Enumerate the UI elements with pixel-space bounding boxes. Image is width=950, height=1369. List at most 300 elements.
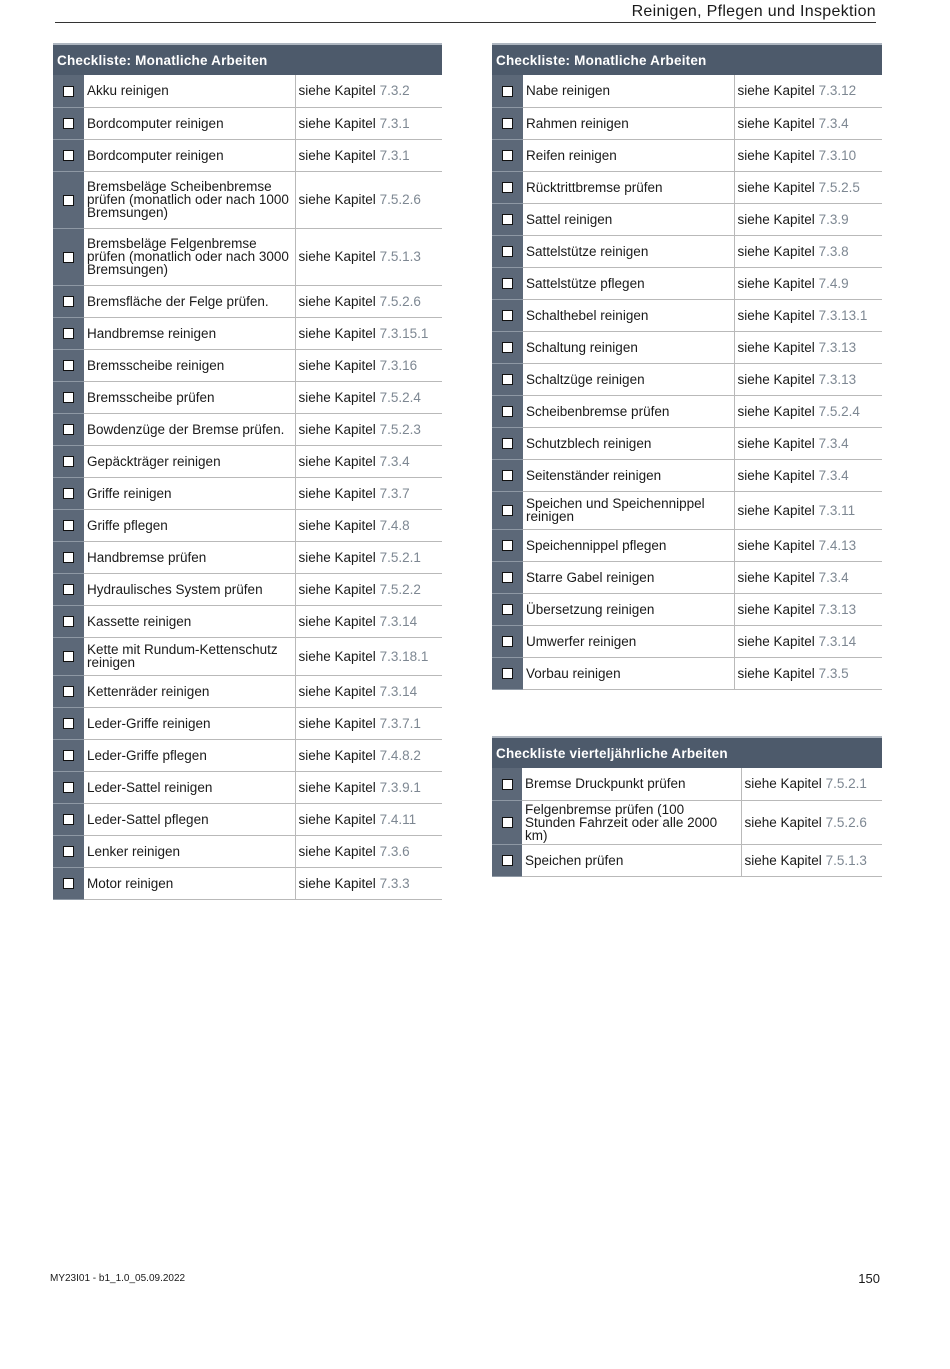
task-label: Kassette reinigen <box>84 605 295 637</box>
chapter-reference <box>295 445 442 477</box>
checkbox-square-icon[interactable] <box>63 424 74 435</box>
chapter-link[interactable]: 7.4.8.2 <box>379 747 421 763</box>
table-row <box>492 171 882 203</box>
chapter-link[interactable]: 7.5.2.4 <box>818 403 860 419</box>
task-label: Griffe pflegen <box>84 509 295 541</box>
checkbox-cell <box>53 739 84 771</box>
task-label: Scheibenbremse prüfen <box>523 395 734 427</box>
chapter-reference <box>295 413 442 445</box>
page-header <box>55 0 876 23</box>
task-label: Bremsfläche der Felge prüfen. <box>84 285 295 317</box>
checkbox-square-icon[interactable] <box>502 374 513 385</box>
checkbox-square-icon[interactable] <box>502 540 513 551</box>
checkbox-cell <box>492 491 523 529</box>
reference-prefix: siehe Kapitel <box>737 403 819 419</box>
chapter-reference <box>295 139 442 171</box>
checkbox-cell <box>492 800 522 844</box>
chapter-reference <box>734 331 882 363</box>
reference-prefix: siehe Kapitel <box>737 211 819 227</box>
table-row <box>492 561 882 593</box>
checkbox-square-icon[interactable] <box>63 782 74 793</box>
reference-prefix: siehe Kapitel <box>298 581 380 597</box>
chapter-reference <box>295 605 442 637</box>
reference-prefix: siehe Kapitel <box>298 875 380 891</box>
checkbox-square-icon[interactable] <box>502 310 513 321</box>
chapter-link[interactable]: 7.3.4 <box>818 467 849 483</box>
checkbox-square-icon[interactable] <box>502 438 513 449</box>
checkbox-cell <box>492 299 523 331</box>
chapter-reference <box>734 235 882 267</box>
chapter-reference <box>295 739 442 771</box>
table-row <box>492 625 882 657</box>
checkbox-cell <box>53 637 84 675</box>
checkbox-square-icon[interactable] <box>502 246 513 257</box>
chapter-reference <box>295 228 442 285</box>
task-label: Kette mit Rundum-Kettenschutz reinigen <box>84 637 295 675</box>
chapter-reference <box>295 707 442 739</box>
table-row <box>492 427 882 459</box>
table-row <box>492 267 882 299</box>
checkbox-square-icon[interactable] <box>63 195 74 206</box>
chapter-link[interactable]: 7.3.4 <box>818 435 849 451</box>
checkbox-cell <box>53 107 84 139</box>
table-row <box>53 637 442 675</box>
reference-prefix: siehe Kapitel <box>744 776 826 792</box>
chapter-link[interactable]: 7.3.15.1 <box>379 325 429 341</box>
task-label: Umwerfer reinigen <box>523 625 734 657</box>
chapter-reference <box>734 299 882 331</box>
checkbox-cell <box>53 771 84 803</box>
chapter-link[interactable]: 7.3.6 <box>379 843 410 859</box>
chapter-reference <box>295 317 442 349</box>
checkbox-cell <box>492 75 523 107</box>
checkbox-cell <box>53 675 84 707</box>
task-label: Gepäckträger reinigen <box>84 445 295 477</box>
checkbox-cell <box>53 835 84 867</box>
reference-prefix: siehe Kapitel <box>737 371 819 387</box>
chapter-link[interactable]: 7.3.13 <box>818 601 857 617</box>
checkbox-cell <box>53 139 84 171</box>
checkbox-square-icon[interactable] <box>63 118 74 129</box>
checkbox-cell <box>492 529 523 561</box>
reference-prefix: siehe Kapitel <box>737 665 819 681</box>
reference-prefix: siehe Kapitel <box>298 192 380 207</box>
chapter-reference <box>295 867 442 899</box>
table-row <box>53 835 442 867</box>
chapter-reference <box>295 171 442 228</box>
task-label: Bremsscheibe reinigen <box>84 349 295 381</box>
table-row <box>53 573 442 605</box>
reference-prefix: siehe Kapitel <box>744 814 826 830</box>
chapter-reference <box>295 675 442 707</box>
reference-prefix: siehe Kapitel <box>298 517 380 533</box>
checkbox-cell <box>53 509 84 541</box>
checkbox-square-icon[interactable] <box>502 668 513 679</box>
chapter-reference <box>734 657 882 689</box>
checkbox-square-icon[interactable] <box>63 86 74 97</box>
reference-prefix: siehe Kapitel <box>298 549 380 565</box>
checkbox-square-icon[interactable] <box>502 182 513 193</box>
reference-prefix: siehe Kapitel <box>737 537 819 553</box>
chapter-reference <box>734 593 882 625</box>
checkbox-square-icon[interactable] <box>63 520 74 531</box>
task-label: Griffe reinigen <box>84 477 295 509</box>
checkbox-cell <box>492 625 523 657</box>
table-row <box>53 867 442 899</box>
chapter-link[interactable]: 7.5.2.2 <box>379 581 421 597</box>
task-label: Hydraulisches System prüfen <box>84 573 295 605</box>
reference-prefix: siehe Kapitel <box>737 569 819 585</box>
chapter-link[interactable]: 7.3.9 <box>818 211 849 227</box>
table-row <box>53 509 442 541</box>
checkbox-square-icon[interactable] <box>502 779 513 790</box>
chapter-reference <box>734 363 882 395</box>
chapter-link[interactable]: 7.5.1.3 <box>379 249 421 264</box>
table-row <box>492 299 882 331</box>
checkbox-cell <box>53 413 84 445</box>
chapter-link[interactable]: 7.5.2.3 <box>379 421 421 437</box>
checkbox-square-icon[interactable] <box>502 342 513 353</box>
chapter-link[interactable]: 7.3.12 <box>818 83 857 99</box>
chapter-reference <box>295 637 442 675</box>
checkbox-square-icon[interactable] <box>63 878 74 889</box>
checkbox-cell <box>53 541 84 573</box>
chapter-link[interactable]: 7.3.8 <box>818 243 849 259</box>
chapter-link[interactable]: 7.5.2.1 <box>379 549 421 565</box>
checkbox-square-icon[interactable] <box>63 252 74 263</box>
reference-prefix: siehe Kapitel <box>298 249 380 264</box>
checkbox-square-icon[interactable] <box>63 814 74 825</box>
chapter-reference <box>734 427 882 459</box>
checklist-quarterly <box>492 736 882 877</box>
checkbox-square-icon[interactable] <box>502 118 513 129</box>
checkbox-cell <box>492 844 522 876</box>
checkbox-square-icon[interactable] <box>63 488 74 499</box>
table-row <box>492 235 882 267</box>
table-row <box>492 395 882 427</box>
chapter-link[interactable]: 7.3.16 <box>379 357 418 373</box>
chapter-link[interactable]: 7.3.1 <box>379 115 410 131</box>
chapter-link[interactable]: 7.3.4 <box>379 453 410 469</box>
table-row <box>492 529 882 561</box>
chapter-reference <box>295 285 442 317</box>
chapter-reference <box>295 803 442 835</box>
document-id: MY23I01 - b1_1.0_05.09.2022 <box>50 1273 186 1284</box>
table-row <box>492 459 882 491</box>
chapter-link[interactable]: 7.3.7 <box>379 485 410 501</box>
chapter-link[interactable]: 7.3.4 <box>818 115 849 131</box>
chapter-reference <box>295 381 442 413</box>
checkbox-square-icon[interactable] <box>502 86 513 97</box>
task-label: Kettenräder reinigen <box>84 675 295 707</box>
checkbox-square-icon[interactable] <box>502 817 513 828</box>
table-row <box>53 228 442 285</box>
chapter-reference <box>295 477 442 509</box>
page-number: 150 <box>858 1271 880 1286</box>
chapter-link[interactable]: 7.3.18.1 <box>379 648 429 664</box>
chapter-link[interactable]: 7.3.4 <box>818 569 849 585</box>
chapter-reference <box>295 771 442 803</box>
chapter-link[interactable]: 7.5.2.4 <box>379 389 421 405</box>
table-row <box>492 844 882 876</box>
task-label: Speichen prüfen <box>522 844 741 876</box>
checkbox-square-icon[interactable] <box>502 505 513 516</box>
checkbox-cell <box>492 235 523 267</box>
chapter-link[interactable]: 7.3.14 <box>379 683 418 699</box>
chapter-link[interactable]: 7.4.11 <box>379 811 417 827</box>
table-row <box>492 75 882 107</box>
chapter-reference <box>734 395 882 427</box>
table-row <box>492 800 882 844</box>
checkbox-square-icon[interactable] <box>63 328 74 339</box>
checkbox-cell <box>492 203 523 235</box>
table-row <box>492 139 882 171</box>
table-row <box>53 317 442 349</box>
table-row <box>53 75 442 107</box>
chapter-link[interactable]: 7.3.13.1 <box>818 307 868 323</box>
table-row <box>492 768 882 800</box>
checkbox-square-icon[interactable] <box>502 604 513 615</box>
task-label: Schutzblech reinigen <box>523 427 734 459</box>
task-label: Handbremse prüfen <box>84 541 295 573</box>
task-label: Bremsbeläge Felgenbremse prüfen (monatlich oder nach 3000 Bremsungen) <box>84 228 295 285</box>
task-label: Schaltzüge reinigen <box>523 363 734 395</box>
checkbox-cell <box>53 605 84 637</box>
checkbox-square-icon[interactable] <box>63 150 74 161</box>
reference-prefix: siehe Kapitel <box>737 307 819 323</box>
chapter-reference <box>295 835 442 867</box>
reference-prefix: siehe Kapitel <box>298 83 380 99</box>
chapter-link[interactable]: 7.3.10 <box>818 147 857 163</box>
chapter-link[interactable]: 7.5.2.1 <box>825 776 867 792</box>
checkbox-cell <box>492 427 523 459</box>
chapter-link[interactable]: 7.5.2.6 <box>379 293 421 309</box>
task-label: Leder-Griffe reinigen <box>84 707 295 739</box>
reference-prefix: siehe Kapitel <box>737 83 819 99</box>
chapter-link[interactable]: 7.3.11 <box>818 502 856 518</box>
task-label: Speichennippel pflegen <box>523 529 734 561</box>
reference-prefix: siehe Kapitel <box>298 715 380 731</box>
task-label: Übersetzung reinigen <box>523 593 734 625</box>
table-row <box>492 107 882 139</box>
checkbox-square-icon[interactable] <box>502 278 513 289</box>
task-label: Handbremse reinigen <box>84 317 295 349</box>
checkbox-square-icon[interactable] <box>63 360 74 371</box>
reference-prefix: siehe Kapitel <box>737 339 819 355</box>
task-label: Speichen und Speichennippel reinigen <box>523 491 734 529</box>
chapter-reference <box>741 800 882 844</box>
checkbox-square-icon[interactable] <box>502 150 513 161</box>
chapter-link[interactable]: 7.5.2.6 <box>825 814 867 830</box>
task-label: Bremsbeläge Scheibenbremse prüfen (monatlich oder nach 1000 Bremsungen) <box>84 171 295 228</box>
checkbox-cell <box>492 107 523 139</box>
chapter-reference <box>295 509 442 541</box>
chapter-link[interactable]: 7.4.13 <box>818 537 857 553</box>
table-row <box>53 171 442 228</box>
checkbox-cell <box>53 477 84 509</box>
checkbox-cell <box>53 171 84 228</box>
checkbox-square-icon[interactable] <box>63 750 74 761</box>
chapter-reference <box>734 107 882 139</box>
reference-prefix: siehe Kapitel <box>737 467 819 483</box>
reference-prefix: siehe Kapitel <box>737 502 819 518</box>
chapter-link[interactable]: 7.3.5 <box>818 665 849 681</box>
table-row <box>492 491 882 529</box>
chapter-link[interactable]: 7.3.13 <box>818 371 857 387</box>
checkbox-square-icon[interactable] <box>502 470 513 481</box>
reference-prefix: siehe Kapitel <box>298 811 380 827</box>
checkbox-cell <box>53 285 84 317</box>
chapter-link[interactable]: 7.5.2.5 <box>818 179 860 195</box>
task-label: Bowdenzüge der Bremse prüfen. <box>84 413 295 445</box>
table-row <box>53 771 442 803</box>
checklist-monthly-left <box>53 43 442 900</box>
reference-prefix: siehe Kapitel <box>298 453 380 469</box>
task-label: Vorbau reinigen <box>523 657 734 689</box>
reference-prefix: siehe Kapitel <box>737 179 819 195</box>
reference-prefix: siehe Kapitel <box>737 243 819 259</box>
reference-prefix: siehe Kapitel <box>737 147 819 163</box>
checkbox-cell <box>492 395 523 427</box>
chapter-reference <box>295 107 442 139</box>
task-label: Schaltung reinigen <box>523 331 734 363</box>
chapter-reference <box>295 573 442 605</box>
checkbox-cell <box>53 381 84 413</box>
chapter-reference <box>734 529 882 561</box>
table-row <box>492 203 882 235</box>
checkbox-square-icon[interactable] <box>63 552 74 563</box>
chapter-reference <box>734 267 882 299</box>
table-row <box>53 541 442 573</box>
reference-prefix: siehe Kapitel <box>298 389 380 405</box>
chapter-link[interactable]: 7.3.7.1 <box>379 715 421 731</box>
table-title: Checkliste: Monatliche Arbeiten <box>53 44 442 75</box>
chapter-reference <box>734 561 882 593</box>
task-label: Lenker reinigen <box>84 835 295 867</box>
reference-prefix: siehe Kapitel <box>298 293 380 309</box>
table-row <box>53 445 442 477</box>
table-row <box>53 285 442 317</box>
task-label: Seitenständer reinigen <box>523 459 734 491</box>
reference-prefix: siehe Kapitel <box>737 633 819 649</box>
checkbox-cell <box>492 593 523 625</box>
checkbox-cell <box>53 75 84 107</box>
task-label: Rücktrittbremse prüfen <box>523 171 734 203</box>
chapter-link[interactable]: 7.4.8 <box>379 517 410 533</box>
chapter-link[interactable]: 7.3.9.1 <box>379 779 421 795</box>
table-row <box>53 413 442 445</box>
chapter-link[interactable]: 7.4.9 <box>818 275 849 291</box>
task-label: Akku reinigen <box>84 75 295 107</box>
checkbox-cell <box>53 867 84 899</box>
table-row <box>53 739 442 771</box>
checkbox-square-icon[interactable] <box>502 636 513 647</box>
task-label: Bordcomputer reinigen <box>84 107 295 139</box>
task-label: Bremse Druckpunkt prüfen <box>522 768 741 800</box>
checkbox-square-icon[interactable] <box>502 214 513 225</box>
reference-prefix: siehe Kapitel <box>298 357 380 373</box>
chapter-reference <box>734 625 882 657</box>
task-label: Starre Gabel reinigen <box>523 561 734 593</box>
table-row <box>53 605 442 637</box>
reference-prefix: siehe Kapitel <box>298 843 380 859</box>
checkbox-square-icon[interactable] <box>63 718 74 729</box>
chapter-link[interactable]: 7.3.3 <box>379 875 410 891</box>
task-label: Bordcomputer reinigen <box>84 139 295 171</box>
task-label: Leder-Sattel pflegen <box>84 803 295 835</box>
checkbox-cell <box>492 459 523 491</box>
checkbox-square-icon[interactable] <box>63 392 74 403</box>
chapter-reference <box>734 491 882 529</box>
table-row <box>53 139 442 171</box>
chapter-reference <box>734 203 882 235</box>
task-label: Rahmen reinigen <box>523 107 734 139</box>
reference-prefix: siehe Kapitel <box>298 747 380 763</box>
reference-prefix: siehe Kapitel <box>737 275 819 291</box>
checkbox-square-icon[interactable] <box>63 616 74 627</box>
checkbox-square-icon[interactable] <box>63 584 74 595</box>
table-row <box>53 349 442 381</box>
checkbox-cell <box>492 768 522 800</box>
checkbox-square-icon[interactable] <box>63 456 74 467</box>
chapter-reference <box>295 75 442 107</box>
task-label: Motor reinigen <box>84 867 295 899</box>
checkbox-cell <box>492 171 523 203</box>
table-row <box>53 803 442 835</box>
table-row <box>53 477 442 509</box>
task-label: Bremsscheibe prüfen <box>84 381 295 413</box>
chapter-link[interactable]: 7.3.13 <box>818 339 857 355</box>
chapter-link[interactable]: 7.3.1 <box>379 147 410 163</box>
chapter-link[interactable]: 7.3.2 <box>379 83 410 99</box>
checkbox-square-icon[interactable] <box>63 686 74 697</box>
reference-prefix: siehe Kapitel <box>737 115 819 131</box>
reference-prefix: siehe Kapitel <box>298 485 380 501</box>
checkbox-cell <box>53 349 84 381</box>
task-label: Sattel reinigen <box>523 203 734 235</box>
checkbox-square-icon[interactable] <box>63 296 74 307</box>
task-label: Sattelstütze pflegen <box>523 267 734 299</box>
chapter-link[interactable]: 7.5.1.3 <box>825 852 867 868</box>
checkbox-cell <box>492 331 523 363</box>
checkbox-square-icon[interactable] <box>502 406 513 417</box>
chapter-link[interactable]: 7.5.2.6 <box>379 192 421 207</box>
table-row <box>492 363 882 395</box>
checkbox-cell <box>492 657 523 689</box>
checkbox-cell <box>492 139 523 171</box>
reference-prefix: siehe Kapitel <box>298 648 380 664</box>
checkbox-cell <box>53 573 84 605</box>
chapter-reference <box>741 768 882 800</box>
checkbox-square-icon[interactable] <box>502 855 513 866</box>
checkbox-square-icon[interactable] <box>63 846 74 857</box>
checkbox-cell <box>53 445 84 477</box>
chapter-reference <box>734 459 882 491</box>
reference-prefix: siehe Kapitel <box>298 147 380 163</box>
task-label: Sattelstütze reinigen <box>523 235 734 267</box>
chapter-link[interactable]: 7.3.14 <box>379 613 418 629</box>
chapter-reference <box>295 541 442 573</box>
checkbox-square-icon[interactable] <box>502 572 513 583</box>
checkbox-square-icon[interactable] <box>63 651 74 662</box>
task-label: Leder-Sattel reinigen <box>84 771 295 803</box>
task-label: Leder-Griffe pflegen <box>84 739 295 771</box>
chapter-link[interactable]: 7.3.14 <box>818 633 857 649</box>
task-label: Schalthebel reinigen <box>523 299 734 331</box>
reference-prefix: siehe Kapitel <box>298 325 380 341</box>
table-row <box>53 707 442 739</box>
checkbox-cell <box>492 363 523 395</box>
